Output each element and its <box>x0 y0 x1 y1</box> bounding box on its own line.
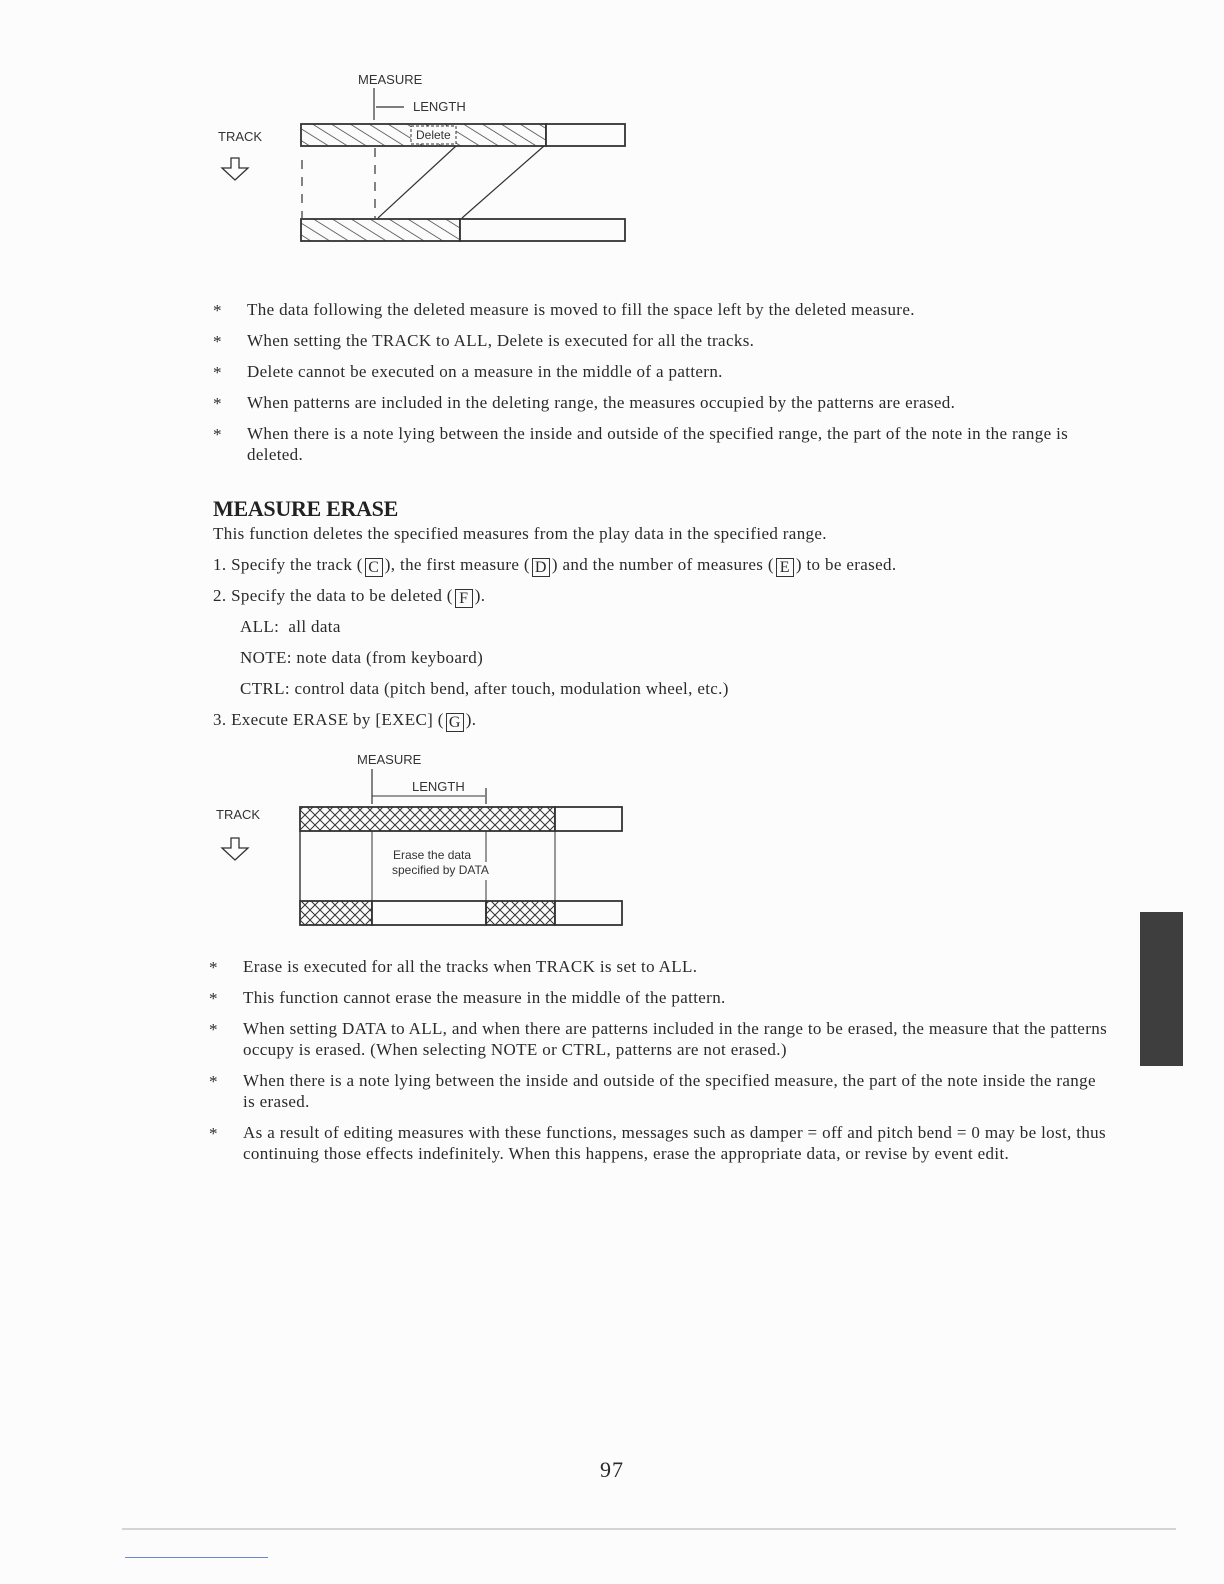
key-f: F <box>455 589 473 608</box>
erase-caption-line2: specified by DATA <box>392 863 489 877</box>
list-item: * Erase is executed for all the tracks when TRACK is set to ALL. <box>209 957 698 977</box>
length-label-2: LENGTH <box>412 779 465 794</box>
footer-divider <box>122 1528 1176 1530</box>
measure-label-2: MEASURE <box>357 752 422 767</box>
list-item: * When setting the TRACK to ALL, Delete is executed for all the tracks. <box>213 331 755 351</box>
delete-label: Delete <box>416 128 451 142</box>
option-note: NOTE: note data (from keyboard) <box>240 648 484 667</box>
erase-bottom-track-left <box>300 901 372 925</box>
list-item: * The data following the deleted measure is moved to fill the space left by the deleted measure. <box>213 300 915 320</box>
step-2: 2. Specify the data to be deleted ( F ). <box>213 586 486 607</box>
track-label-2: TRACK <box>216 807 261 822</box>
footer-underline <box>125 1557 268 1558</box>
option-ctrl: CTRL: control data (pitch bend, after touch, modulation wheel, etc.) <box>240 679 729 698</box>
list-item: * Delete cannot be executed on a measure in the middle of a pattern. <box>213 362 723 382</box>
erase-notes-list <box>209 956 1109 1174</box>
key-e: E <box>776 558 794 577</box>
page-number: 97 <box>600 1457 624 1482</box>
measure-label: MEASURE <box>358 72 423 87</box>
list-item: * As a result of editing measures with these functions, messages such as damper = off and pitch bend = 0 may be lost, thus continuing those effects indefinitely. When this happens, erase the appropriate data, or revise by event edit. <box>209 1123 1106 1163</box>
section-title: MEASURE ERASE <box>213 496 398 521</box>
key-g: G <box>446 713 464 732</box>
key-d: D <box>532 558 550 577</box>
section-tab-marker <box>1140 912 1183 1066</box>
erase-caption-line1: Erase the data <box>393 848 472 862</box>
step-3: 3. Execute ERASE by [EXEC] ( G ). <box>213 710 477 731</box>
option-all: ALL: all data <box>240 617 341 636</box>
list-item: * When there is a note lying between the inside and outside of the specified measure, the part of the note inside the range is erased. <box>209 1071 1096 1111</box>
erase-bottom-track-gap <box>372 901 486 925</box>
down-arrow-outline-icon <box>222 838 248 860</box>
list-item: * When there is a note lying between the inside and outside of the specified range, the part of the note in the range is deleted. <box>213 424 1069 464</box>
section-intro: This function deletes the specified measures from the play data in the specified range. <box>213 524 827 543</box>
erase-bottom-track-empty <box>555 901 622 925</box>
key-c: C <box>365 558 383 577</box>
length-label: LENGTH <box>413 99 466 114</box>
step-1: 1. Specify the track ( C ), the first measure ( D ) and the number of measures ( E ) to be erased. <box>213 555 897 576</box>
erase-top-track-crossed <box>300 807 555 831</box>
erase-bottom-track-right <box>486 901 555 925</box>
erase-top-track-empty <box>555 807 622 831</box>
list-item: * This function cannot erase the measure in the middle of the pattern. <box>209 988 726 1008</box>
list-item: * When setting DATA to ALL, and when there are patterns included in the range to be erased, the measure that the patterns occupy is erased. (When selecting NOTE or CTRL, patterns are not erased.) <box>209 1019 1108 1059</box>
list-item: * When patterns are included in the deleting range, the measures occupied by the patterns are erased. <box>213 393 956 413</box>
track-label: TRACK <box>218 129 263 144</box>
